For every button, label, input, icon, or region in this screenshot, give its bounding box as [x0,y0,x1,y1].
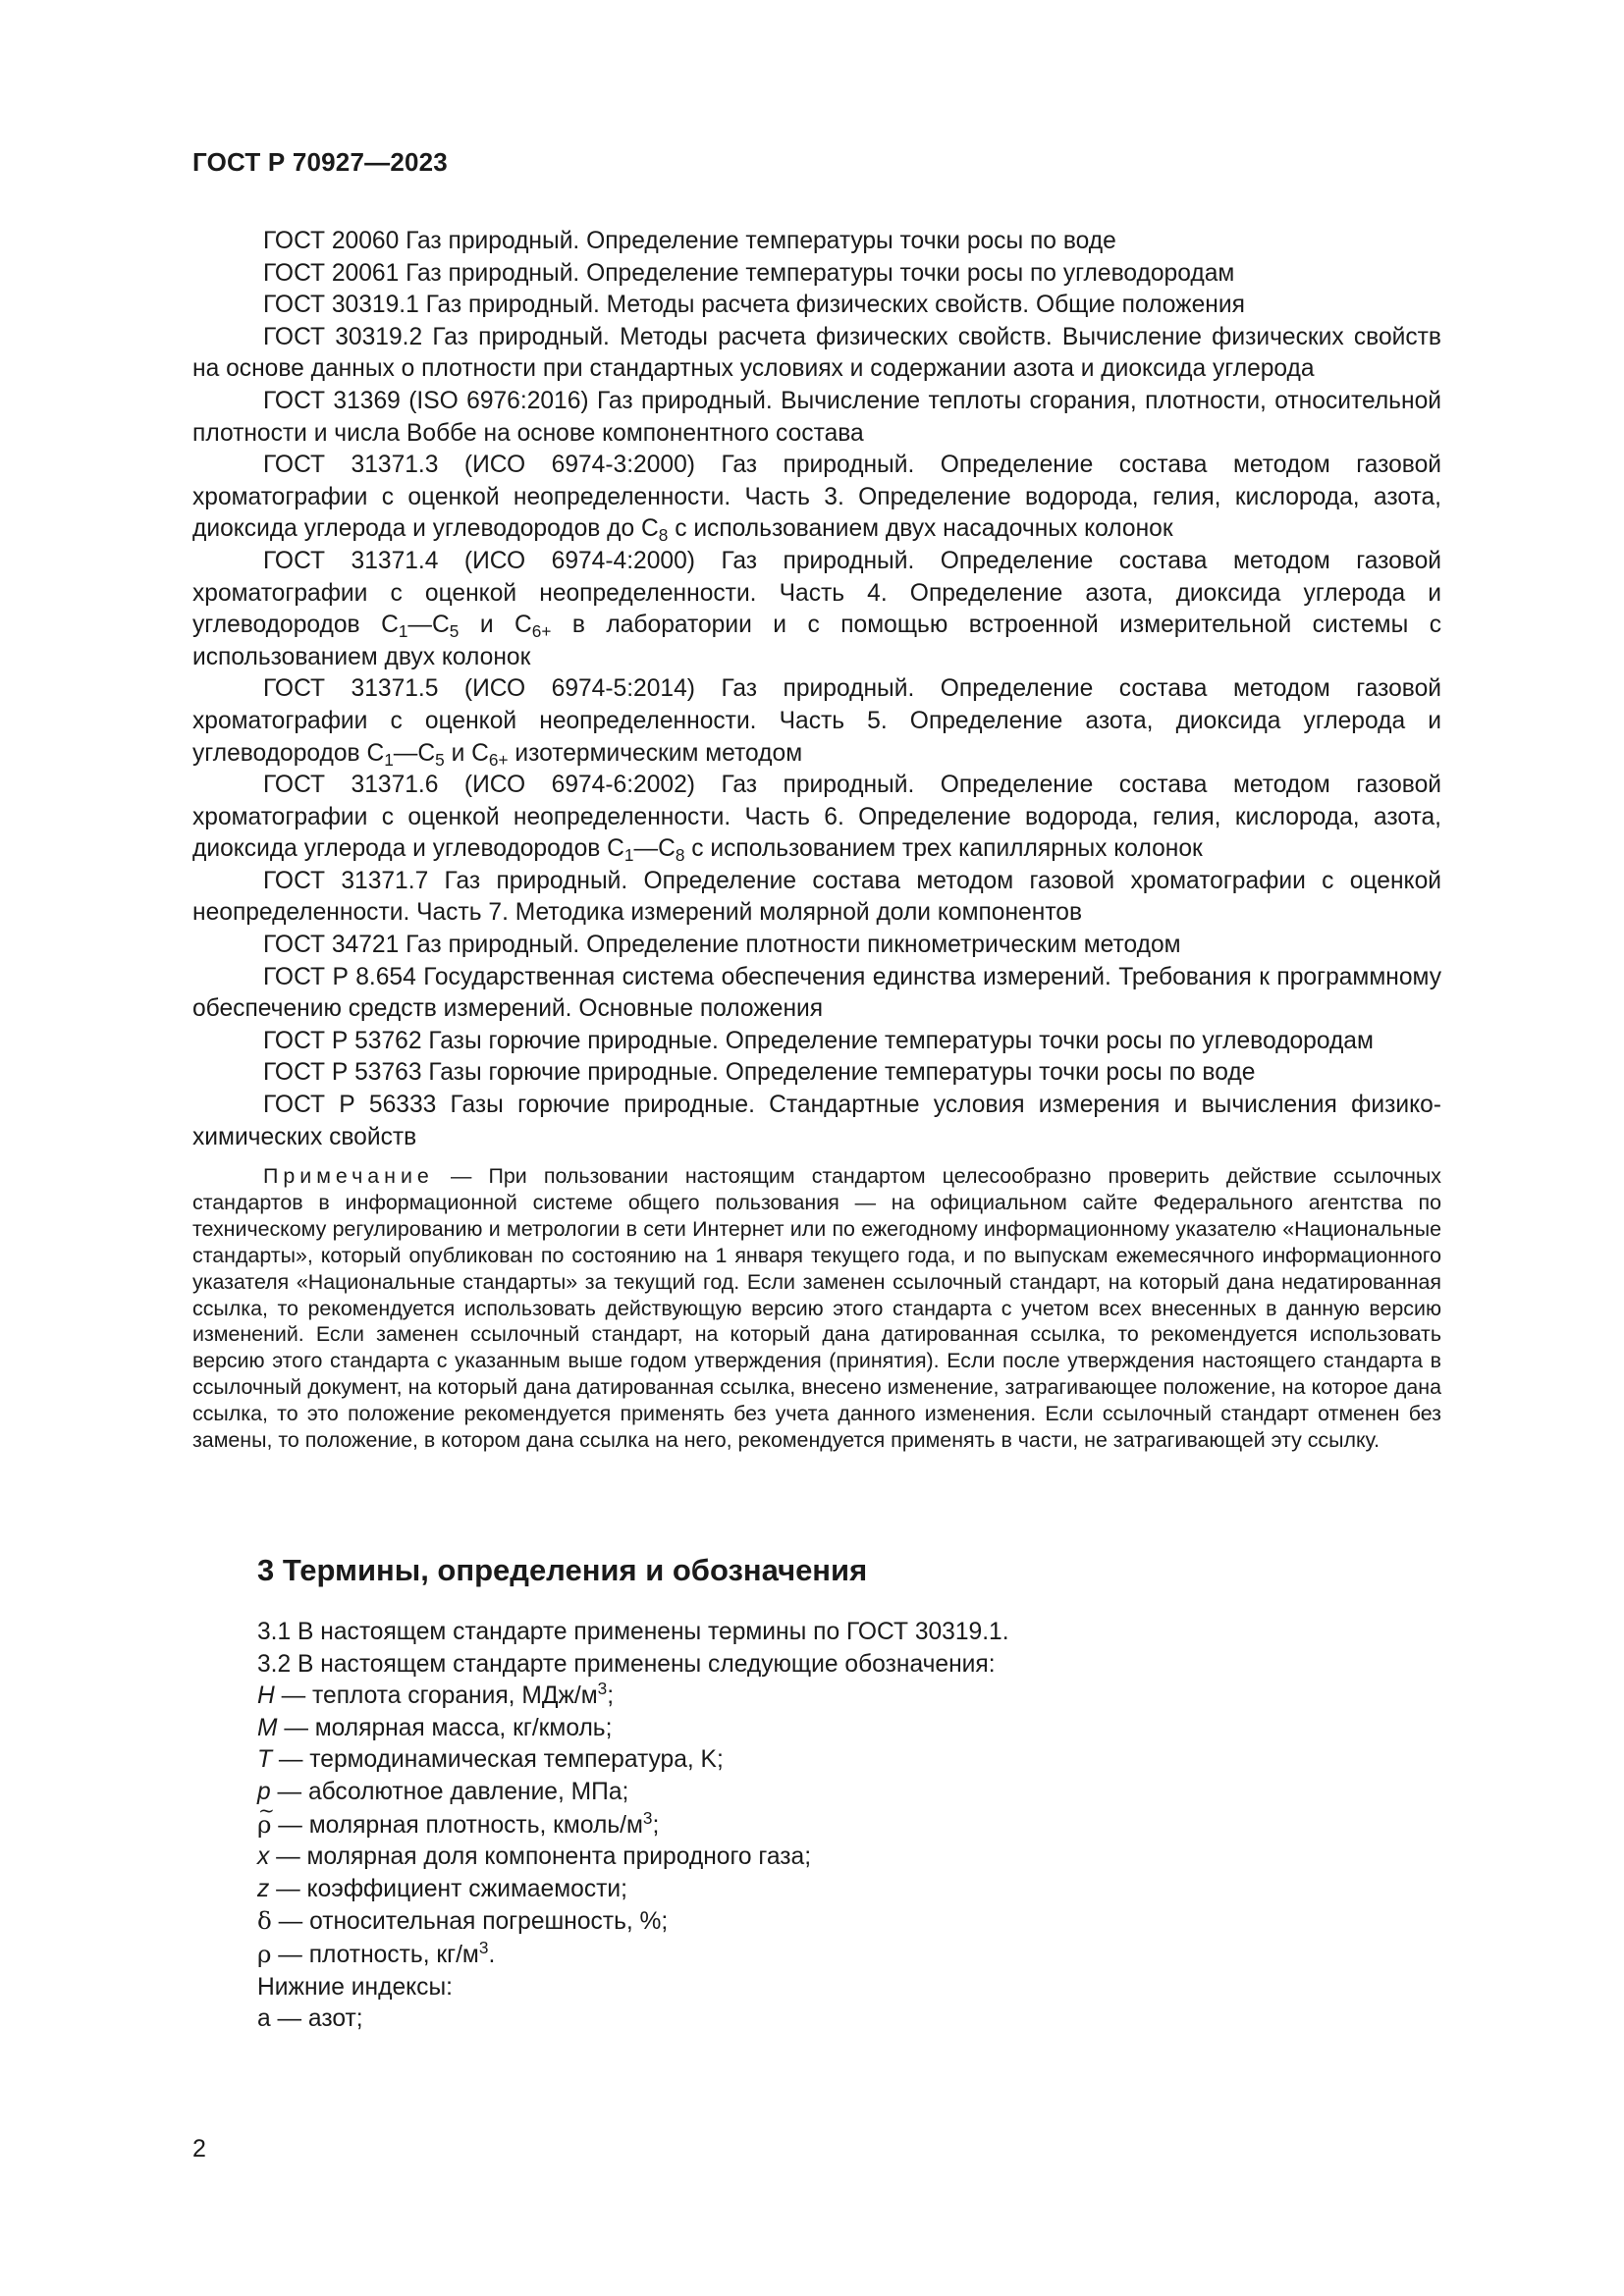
subscripts-label: Нижние индексы: [257,1973,453,2001]
symbol-item: ρ — плотность, $кг/м^3$. [257,1937,496,1968]
note-paragraph [192,1163,1441,1454]
reference-item: ГОСТ 20060 Газ природный. Определение температуры точки росы по воде [263,228,1116,254]
reference-item: ГОСТ Р 56333 Газы горючие природные. Стандартные условия измерения и вычисления физико-химических свойств [192,1092,1441,1150]
reference-item: ГОСТ 34721 Газ природный. Определение плотности пикнометрическим методом [263,932,1181,959]
clause-3-1: 3.1 В настоящем стандарте применены термины по ГОСТ 30319.1. [257,1619,1009,1645]
note-text: — При пользовании настоящим стандартом целесообразно проверить действие ссылочных стандартов в информационной системе общего пользования — на официальном сайте Федерального агентства по техническому регулированию и метрологии в сети Интернет или по ежегодному информационному указателю «Национальные стандарты», который опубликован по состоянию на 1 января текущего года, и по выпускам ежемесячного информационного указателя «Национальные стандарты» за текущий год. Если заменен ссылочный стандарт, на который дана недатированная ссылка, то рекомендуется использовать действующую версию этого стандарта с учетом всех внесенных в данную версию изменений. Если заменен ссылочный стандарт, на который дана датированная ссылка, то рекомендуется использовать версию этого стандарта с указанным выше годом утверждения (принятия). Если после утверждения настоящего стандарта в ссылочный документ, на который дана датированная ссылка, внесено изменение, затрагивающее положение, на которое дана ссылка, то это положение рекомендуется применять без учета данного изменения. Если ссылочный стандарт отменен без замены, то положение, в котором дана ссылка на него, рекомендуется применять в части, не затрагивающей эту ссылку. [192,1164,1441,1453]
reference-item: ГОСТ 31371.4 (ИСО 6974-4:2000) Газ природный. Определение состава методом газовой хроматографии с оценкой неопределенности. Часть 4. Определение азота, диоксида углерода и углеводородов $C_1—C_5$ и $C_{6+}$ в лаборатории и с помощью встроенной измерительной системы с использованием двух колонок [192,547,1442,670]
symbol-item: H — теплота сгорания, МДж/$м^3$; [257,1679,615,1710]
reference-item: ГОСТ 20061 Газ природный. Определение температуры точки росы по углеводородам [263,259,1235,287]
page-number: 2 [192,2135,206,2163]
section-title: 3 Термины, определения и обозначения [257,1553,868,1587]
reference-item: ГОСТ Р 53763 Газы горючие природные. Определение температуры точки росы по воде [263,1059,1256,1087]
reference-item: ГОСТ 31371.7 Газ природный. Определение состава методом газовой хроматографии с оценкой неопределенности. Часть 7. Методика измерений молярной доли компонентов [192,867,1441,927]
note-block [192,1163,1441,1454]
reference-item: ГОСТ Р 53762 Газы горючие природные. Определение температуры точки росы по углеводородам [263,1027,1374,1054]
symbol-item: x — молярная доля компонента природного газа; [257,1843,812,1871]
reference-item: ГОСТ 30319.2 Газ природный. Методы расчета физических свойств. Вычисление физических свойств на основе данных о плотности при стандартных условиях и содержании азота и диоксида углерода [192,323,1441,383]
symbol-item: δ — относительная погрешность, %; [257,1906,669,1936]
note-label: Примечание [263,1164,434,1188]
symbol-item: ~ ρ — молярная плотность, кмоль/$м^3$; [257,1809,1440,1842]
reference-item: ГОСТ Р 8.654 Государственная система обеспечения единства измерений. Требования к программному обеспечению средств измерений. Основные положения [192,963,1441,1023]
symbol-item: z — коэффициент сжимаемости; [257,1875,627,1902]
symbol-item: p — абсолютное давление, МПа; [257,1778,629,1805]
subscript-item: а — азот; [257,2005,363,2033]
reference-item: ГОСТ 31371.5 (ИСО 6974-5:2014) Газ природный. Определение состава методом газовой хроматографии с оценкой неопределенности. Часть 5. Определение азота, диоксида углерода и углеводородов $C_1—C_5$ и $C_{6+}$ изотермическим методом [192,675,1441,770]
reference-item: ГОСТ 30319.1 Газ природный. Методы расчета физических свойств. Общие положения [263,292,1245,319]
reference-item: ГОСТ 31369 (ISO 6976:2016) Газ природный. Вычисление теплоты сгорания, плотности, относительной плотности и числа Воббе на основе компонентного состава [192,387,1441,447]
symbol-item: T — термодинамическая температура, K; [257,1746,724,1774]
reference-item: ГОСТ 31371.6 (ИСО 6974-6:2002) Газ природный. Определение состава методом газовой хроматографии с оценкой неопределенности. Часть 6. Определение водорода, гелия, кислорода, азота, диоксида углерода и углеводородов $C_1—C_8$ с использованием трех капиллярных колонок [192,772,1441,866]
reference-item: ГОСТ 31371.3 (ИСО 6974-3:2000) Газ природный. Определение состава методом газовой хроматографии с оценкой неопределенности. Часть 3. Определение водорода, гелия, кислорода, азота, диоксида углерода и углеводородов до $C_8$ с использованием двух насадочных колонок [192,452,1441,546]
symbol-item: M — молярная масса, кг/кмоль; [257,1714,613,1741]
clause-3-2: 3.2 В настоящем стандарте применены следующие обозначения: [257,1650,996,1678]
section-body [257,1617,1440,2036]
normative-references [192,226,1441,1153]
document-header: ГОСТ Р 70927—2023 [192,147,448,177]
